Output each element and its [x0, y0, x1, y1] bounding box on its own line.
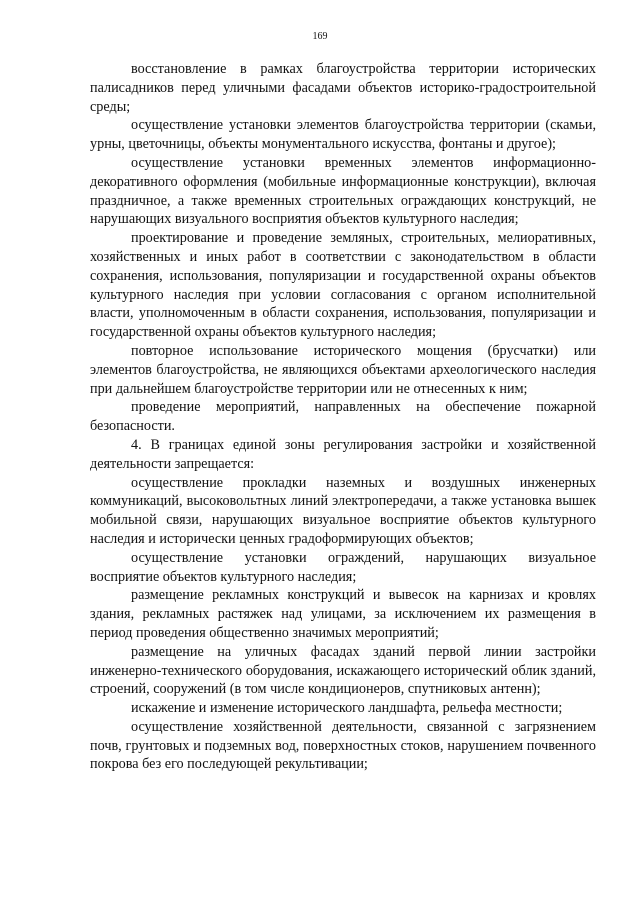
paragraph-restoration-gardens: восстановление в рамках благоустройства территории исторических палисадников перед уличными фасадами объектов историко-градостроительной среды; [90, 61, 596, 115]
paragraph-soil-pollution: осуществление хозяйственной деятельности, связанной с загрязнением почв, грунтовых и подземных вод, поверхностных стоков, нарушением почвенного покрова без его последующей рекультивации; [90, 718, 596, 773]
paragraph-temporary-decor: осуществление установки временных элементов информационно-декоративного оформления (мобильные информационные конструкции), включая праздничное, а также временных строительных ограждающих конструкций, не нарушающих визуального восприятия объектов культурного наследия; [90, 154, 596, 228]
paragraph-historic-paving: повторное использование исторического мощения (брусчатки) или элементов благоустройства, не являющихся объектами археологического наследия при дальнейшем благоустройстве территории или не отнесенных к ним; [90, 342, 596, 397]
paragraph-section-4-heading: 4. В границах единой зоны регулирования застройки и хозяйственной деятельности запрещается: [90, 436, 596, 472]
paragraph-design-works: проектирование и проведение земляных, строительных, мелиоративных, хозяйственных и иных работ в соответствии с законодательством в области сохранения, использования, популяризации и государственной охраны объектов культурного наследия при условии согласования с органом исполнительной власти, уполномоченным в области сохранения, использования, популяризации и государственной охраны объектов культурного наследия; [90, 230, 596, 341]
paragraph-fire-safety: проведение мероприятий, направленных на обеспечение пожарной безопасности. [90, 399, 596, 435]
page-number: 169 [312, 31, 328, 42]
paragraph-advertising: размещение рекламных конструкций и вывесок на карнизах и кровлях здания, рекламных растяжек над улицами, за исключением их размещения в период проведения общественно значимых мероприятий; [90, 587, 596, 641]
paragraph-fences: осуществление установки ограждений, нарушающих визуальное восприятие объектов культурного наследия; [90, 549, 596, 585]
paragraph-landscape-distortion: искажение и изменение исторического ландшафта, рельефа местности; [131, 700, 563, 717]
paragraph-utility-lines: осуществление прокладки наземных и воздушных инженерных коммуникаций, высоковольтных линий электропередачи, а также установка вышек мобильной связи, нарушающих визуальное восприятие объектов культурного наследия и исторически ценных градоформирующих объектов; [90, 474, 596, 547]
document-body [90, 60, 596, 774]
paragraph-landscaping-elements: осуществление установки элементов благоустройства территории (скамьи, урны, цветочницы, объекты монументального искусства, фонтаны и другое); [90, 117, 596, 153]
paragraph-facade-equipment: размещение на уличных фасадах зданий первой линии застройки инженерно-технического оборудования, искажающего исторический облик зданий, строений, сооружений (в том числе кондиционеров, спутниковых антенн); [90, 643, 596, 698]
